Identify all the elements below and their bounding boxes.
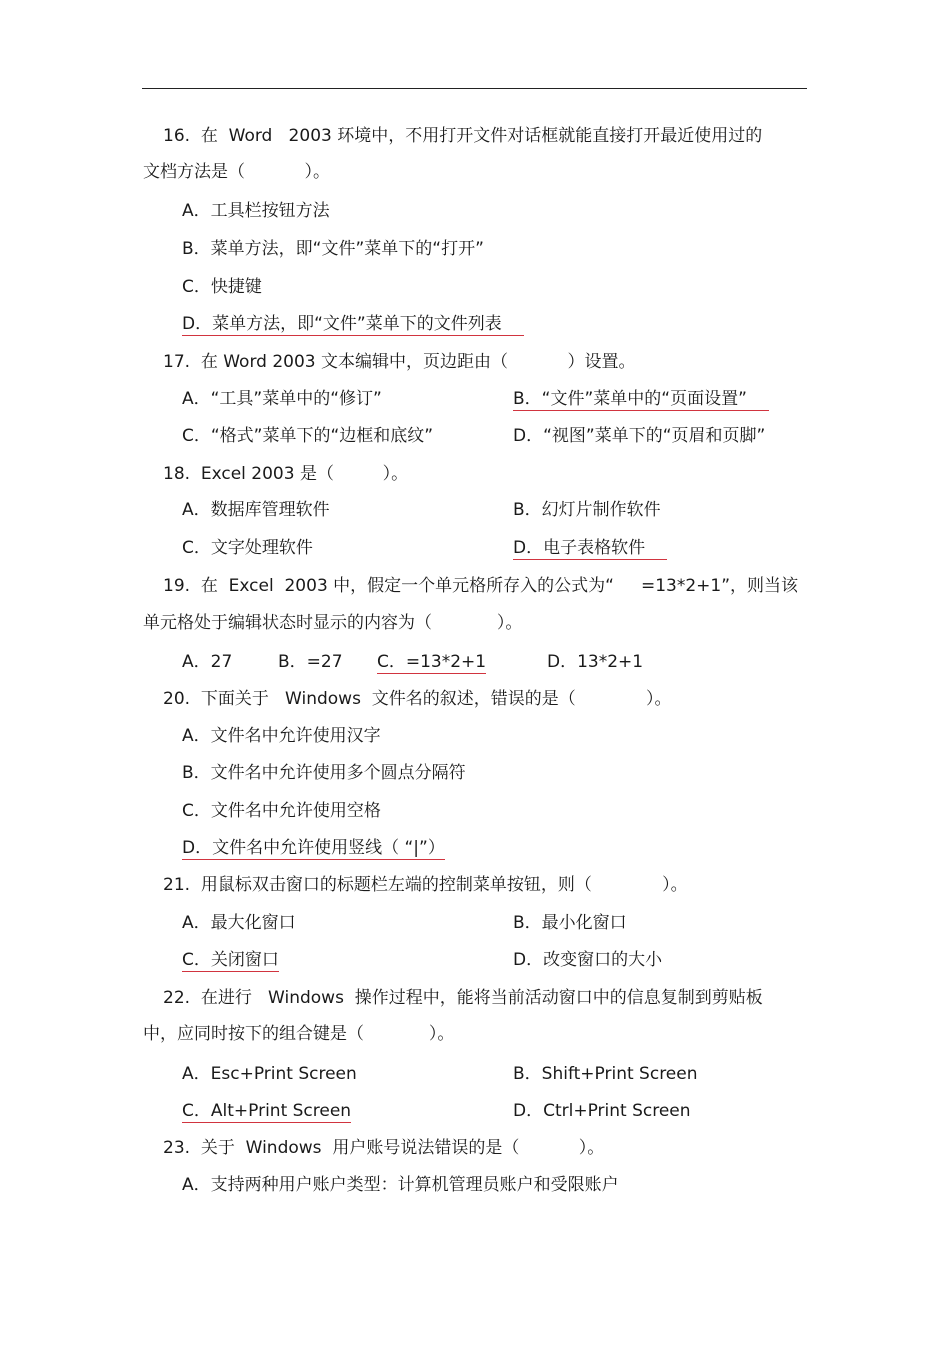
question-19-option-c-answer — [377, 650, 486, 674]
answer-underline: B．“文件”菜单中的“页面设置” — [513, 389, 769, 411]
question-17-option-a: A．“工具”菜单中的“修订” — [182, 389, 382, 409]
question-18-option-c: C．文字处理软件 — [182, 538, 313, 558]
answer-underline: C．=13*2+1 — [377, 652, 487, 672]
question-18-option-b: B．幻灯片制作软件 — [513, 500, 661, 520]
question-21-option-a: A．最大化窗口 — [182, 913, 296, 933]
question-19-option-d: D．13*2+1 — [547, 652, 644, 672]
question-18-option-a: A．数据库管理软件 — [182, 500, 330, 520]
question-17-option-c: C．“格式”菜单下的“边框和底纹” — [182, 426, 434, 446]
question-22-option-d: D．Ctrl+Print Screen — [513, 1101, 691, 1121]
question-22-option-b: B．Shift+Print Screen — [513, 1064, 698, 1084]
question-20-option-a: A．文件名中允许使用汉字 — [182, 726, 381, 746]
question-19-text-cont: 单元格处于编辑状态时显示的内容为（ ）。 — [143, 613, 523, 633]
question-23-option-a: A．支持两种用户账户类型：计算机管理员账户和受限账户 — [182, 1175, 619, 1195]
answer-underline: D．文件名中允许使用竖线（ “|”） — [182, 838, 445, 858]
question-18-option-d-answer — [513, 536, 667, 560]
question-23-text: 23. 关于 Windows 用户账号说法错误的是（ ）。 — [163, 1138, 605, 1158]
header-rule — [142, 88, 807, 89]
question-17-option-b-answer — [513, 387, 769, 411]
question-19-option-a: A．27 — [182, 652, 233, 672]
question-18-text: 18. Excel 2003 是（ ）。 — [163, 464, 409, 484]
question-20-option-b: B．文件名中允许使用多个圆点分隔符 — [182, 763, 466, 783]
question-16-option-c: C．快捷键 — [182, 277, 262, 297]
question-20-text: 20. 下面关于 Windows 文件名的叙述，错误的是（ ）。 — [163, 689, 672, 709]
question-22-option-c-answer — [182, 1099, 351, 1123]
question-17-text: 17. 在 Word 2003 文本编辑中，页边距由（ ）设置。 — [163, 352, 636, 372]
question-16-text-cont: 文档方法是（ ）。 — [143, 162, 330, 182]
question-16-option-b: B．菜单方法，即“文件”菜单下的“打开” — [182, 239, 484, 259]
answer-underline: D．菜单方法，即“文件”菜单下的文件列表 — [182, 314, 524, 336]
question-22-text: 22. 在进行 Windows 操作过程中，能将当前活动窗口中的信息复制到剪贴板 — [163, 988, 763, 1008]
question-19-text: 19. 在 Excel 2003 中，假定一个单元格所存入的公式为“ =13*2+1”，则当该 — [163, 576, 799, 596]
question-22-text-cont: 中，应同时按下的组合键是（ ）。 — [143, 1024, 455, 1044]
question-20-option-d-answer — [182, 836, 445, 860]
question-22-option-a: A．Esc+Print Screen — [182, 1064, 357, 1084]
question-20-option-c: C．文件名中允许使用空格 — [182, 801, 381, 821]
question-17-option-d: D．“视图”菜单下的“页眉和页脚” — [513, 426, 766, 446]
question-21-option-c-answer — [182, 948, 279, 972]
question-21-text: 21. 用鼠标双击窗口的标题栏左端的控制菜单按钮，则（ ）。 — [163, 875, 688, 895]
question-21-option-d: D．改变窗口的大小 — [513, 950, 663, 970]
question-16-text: 16. 在 Word 2003 环境中，不用打开文件对话框就能直接打开最近使用过的 — [163, 126, 763, 146]
answer-underline: D．电子表格软件 — [513, 538, 667, 560]
question-19-option-b: B．=27 — [278, 652, 343, 672]
answer-underline: C．Alt+Print Screen — [182, 1101, 352, 1121]
answer-underline: C．关闭窗口 — [182, 950, 279, 970]
question-21-option-b: B．最小化窗口 — [513, 913, 627, 933]
question-16-option-d-answer — [182, 312, 524, 336]
question-16-option-a: A．工具栏按钮方法 — [182, 201, 330, 221]
